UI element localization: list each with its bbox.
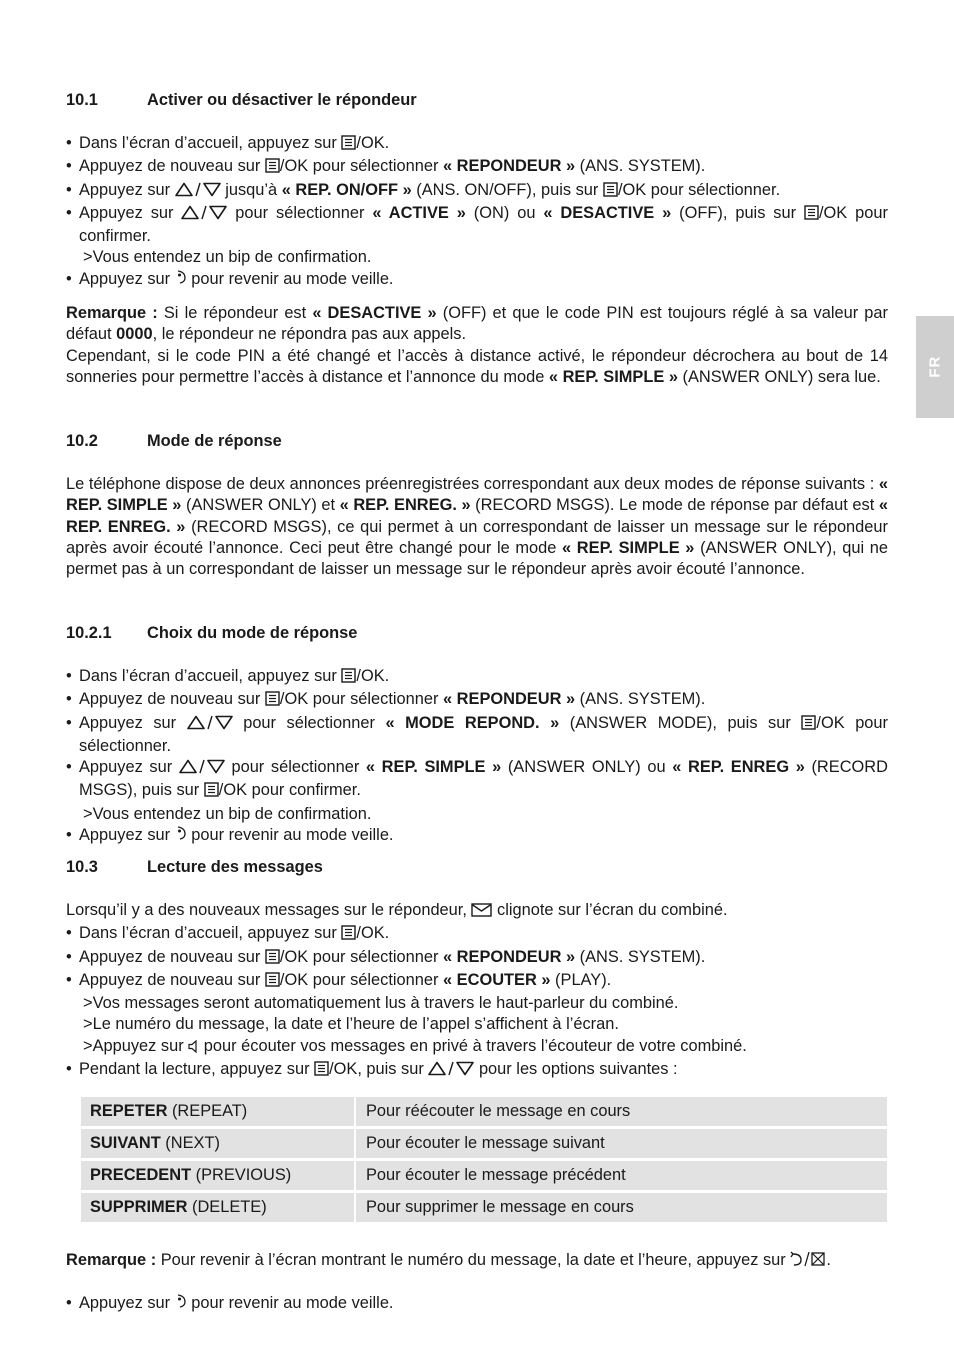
- list-item: • Appuyez de nouveau sur /OK pour sélectionner « REPONDEUR » (ANS. SYSTEM).: [66, 689, 888, 712]
- option-description-cell: Pour écouter le message précédent: [356, 1161, 887, 1190]
- section-10-3-steps: [66, 900, 888, 1082]
- menu-ok-icon: [341, 925, 356, 946]
- section-heading-10-3: 10.3 Lecture des messages: [66, 858, 323, 876]
- list-item: • Pendant la lecture, appuyez sur /OK, puis sur pour les options suivantes :: [66, 1059, 888, 1082]
- confirmation-note: >Vous entendez un bip de confirmation.: [83, 248, 372, 267]
- menu-ok-icon: [265, 691, 280, 712]
- list-item: • Appuyez de nouveau sur /OK pour sélectionner « ECOUTER » (PLAY).: [66, 970, 888, 993]
- sub-note: >Le numéro du message, la date et l’heure de l’appel s’affichent à l’écran.: [83, 1015, 619, 1034]
- table-row: [81, 1129, 887, 1158]
- list-item: • Dans l’écran d’accueil, appuyez sur /OK.: [66, 133, 888, 156]
- list-item: • Appuyez sur pour revenir au mode veille.: [66, 1293, 888, 1316]
- option-name-cell: REPETER (REPEAT): [81, 1097, 356, 1126]
- up-down-triangle-icon: [175, 182, 221, 203]
- list-item: • Appuyez de nouveau sur /OK pour sélectionner « REPONDEUR » (ANS. SYSTEM).: [66, 947, 888, 970]
- list-item: • Appuyez sur pour revenir au mode veille.: [66, 825, 888, 848]
- up-down-triangle-icon: [181, 205, 227, 226]
- remark-label: Remarque :: [66, 1251, 157, 1269]
- option-description-cell: Pour supprimer le message en cours: [356, 1193, 887, 1222]
- up-down-triangle-icon: [179, 759, 225, 780]
- list-item: • Appuyez sur pour sélectionner « ACTIVE » (ON) ou « DESACTIVE » (OFF), puis sur /OK pour confirmer.: [66, 203, 888, 248]
- back-mute-icon: [790, 1251, 826, 1273]
- remark-2: Remarque : Pour revenir à l’écran montrant le numéro du message, la date et l’heure, appuyez sur .: [66, 1250, 888, 1273]
- section-title: Choix du mode de réponse: [147, 624, 358, 642]
- list-item: • Dans l’écran d’accueil, appuyez sur /OK.: [66, 666, 888, 689]
- menu-ok-icon: [204, 782, 219, 803]
- menu-ok-icon: [804, 205, 819, 226]
- option-description-cell: Pour écouter le message suivant: [356, 1129, 887, 1158]
- menu-ok-icon: [341, 135, 356, 156]
- section-title: Activer ou désactiver le répondeur: [147, 91, 417, 109]
- language-tab-label: FR: [926, 355, 944, 378]
- list-item: • Appuyez sur pour sélectionner « REP. SIMPLE » (ANSWER ONLY) ou « REP. ENREG » (RECORD MSGS), puis sur /OK pour confirmer.: [66, 757, 888, 804]
- section-heading-10-2-1: 10.2.1 Choix du mode de réponse: [66, 624, 358, 642]
- section-heading-10-1: [66, 90, 417, 111]
- section-10-1-steps: [66, 133, 888, 292]
- option-name-cell: SUIVANT (NEXT): [81, 1129, 356, 1158]
- section-title: Mode de réponse: [147, 432, 282, 450]
- table-row: [81, 1161, 887, 1190]
- section-10-2-paragraph: Le téléphone dispose de deux annonces préenregistrées correspondant aux deux modes de réponse suivants : « REP. SIMPLE » (ANSWER ONLY) et « REP. ENREG. » (RECORD MSGS). Le mode de réponse par défaut est « REP. ENREG. » (RECORD MSGS), ce qui permet à un correspondant de laisser un message sur le répondeur après avoir écouté l’annonce. Ceci peut être changé pour le mode « REP. SIMPLE » (ANSWER ONLY), qui ne permet pas à un correspondant de laisser un message sur le répondeur après avoir écouté l’annonce.: [66, 475, 889, 579]
- list-item: • Dans l’écran d’accueil, appuyez sur /OK.: [66, 923, 888, 946]
- option-description-cell: Pour réécouter le message en cours: [356, 1097, 887, 1126]
- option-name-cell: PRECEDENT (PREVIOUS): [81, 1161, 356, 1190]
- table-row: [81, 1097, 887, 1126]
- list-item: • Appuyez sur pour revenir au mode veille.: [66, 269, 888, 292]
- table-row: [81, 1193, 887, 1222]
- list-item: • Appuyez sur pour sélectionner « MODE REPOND. » (ANSWER MODE), puis sur /OK pour sélectionner.: [66, 713, 888, 758]
- language-tab: [916, 316, 954, 418]
- confirmation-note: >Vous entendez un bip de confirmation.: [83, 804, 372, 823]
- menu-ok-icon: [801, 715, 816, 736]
- end-call-icon: [175, 269, 187, 292]
- section-number: 10.1: [66, 91, 98, 109]
- playback-options-table: [81, 1097, 887, 1225]
- remark-1: Remarque : Si le répondeur est « DESACTIVE » (OFF) et que le code PIN est toujours réglé à sa valeur par défaut 0000, le répondeur ne répondra pas aux appels. Cependant, si le code PIN a été changé et l’accès à distance activé, le répondeur décrochera au bout de 14 sonneries pour permettre l’accès à distance et l’annonce du mode « REP. SIMPLE » (ANSWER ONLY) sera lue.: [66, 304, 888, 386]
- envelope-icon: [471, 902, 492, 923]
- final-step: [66, 1293, 888, 1316]
- option-name-cell: SUPPRIMER (DELETE): [81, 1193, 356, 1222]
- list-item: • Appuyez de nouveau sur /OK pour sélectionner « REPONDEUR » (ANS. SYSTEM).: [66, 156, 888, 179]
- up-down-triangle-icon: [428, 1061, 474, 1082]
- menu-ok-icon: [265, 158, 280, 179]
- sub-note: >Vos messages seront automatiquement lus à travers le haut-parleur du combiné.: [83, 994, 679, 1013]
- menu-ok-icon: [265, 972, 280, 993]
- remark-label: Remarque :: [66, 304, 158, 322]
- end-call-icon: [175, 825, 187, 848]
- list-item: • Appuyez sur jusqu’à « REP. ON/OFF » (ANS. ON/OFF), puis sur /OK pour sélectionner.: [66, 180, 888, 203]
- section-10-2-1-steps: [66, 666, 888, 848]
- up-down-triangle-icon: [187, 715, 233, 736]
- speaker-icon: [188, 1038, 199, 1059]
- menu-ok-icon: [265, 949, 280, 970]
- menu-ok-icon: [341, 668, 356, 689]
- menu-ok-icon: [603, 182, 618, 203]
- menu-ok-icon: [314, 1061, 329, 1082]
- sub-note: >Appuyez sur pour écouter vos messages en privé à travers l’écouteur de votre combiné.: [66, 1036, 888, 1059]
- section-heading-10-2: 10.2 Mode de réponse: [66, 432, 282, 450]
- end-call-icon: [175, 1293, 187, 1316]
- intro-line: Lorsqu’il y a des nouveaux messages sur le répondeur, clignote sur l’écran du combiné.: [66, 900, 888, 923]
- section-title: Lecture des messages: [147, 858, 323, 876]
